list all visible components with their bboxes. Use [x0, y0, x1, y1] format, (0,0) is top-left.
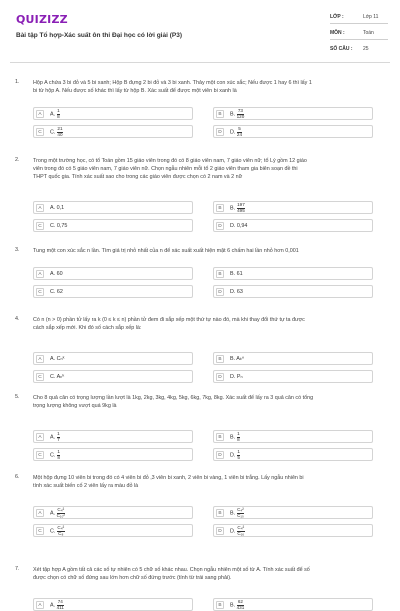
fraction-numerator: 1 [57, 449, 60, 454]
answer-option-b[interactable] [213, 267, 373, 280]
page-title: Bài tập Tổ hợp-Xác suất ôn thi Đại học có lời giải (P3) [16, 32, 182, 39]
option-text [230, 508, 244, 519]
question-number: 5. [15, 394, 20, 400]
option-letter-badge: D [216, 222, 224, 230]
option-text: A. 60 [50, 271, 63, 277]
question-text-line: Một hộp đựng 10 viên bi trong đó có 4 viên bi đỏ ,3 viên bi xanh, 2 viên bi vàng, 1 viên bi trắng. Lấy ngẫu nhiên bi [33, 475, 304, 481]
answer-option-a[interactable] [33, 201, 193, 214]
fraction-denominator: 40 [57, 131, 63, 137]
option-prefix: B. [230, 510, 236, 517]
meta-subject-label: MÔN : [330, 30, 345, 36]
option-text [230, 432, 240, 443]
option-text [50, 600, 64, 611]
option-letter-badge: D [216, 373, 224, 381]
option-letter-badge: D [216, 128, 224, 136]
option-letter-badge: C [36, 288, 44, 296]
answer-option-d[interactable] [213, 524, 373, 537]
fraction-numerator: 5 [238, 126, 241, 131]
option-prefix: A. [50, 111, 56, 118]
option-fraction [57, 109, 61, 120]
fraction-numerator: 62 [237, 599, 243, 604]
question-text-line: tính xác suất biến cố 2 viên lấy ra màu đỏ là [33, 483, 139, 489]
option-letter-badge: C [36, 373, 44, 381]
fraction-numerator: 73 [237, 108, 243, 113]
question-number: 2. [15, 157, 20, 163]
question-text-line: Cho 8 quả cân có trọng lượng lần lượt là 1kg, 2kg, 3kg, 4kg, 5kg, 6kg, 7kg, 8kg. Xác suất để lấy ra 3 quả cân có tổng [33, 395, 314, 401]
answer-option-b[interactable] [213, 430, 373, 443]
answer-option-d[interactable] [213, 448, 373, 461]
fraction-numerator: C₄² [237, 507, 244, 512]
fraction-denominator: 8 [57, 454, 60, 460]
answer-option-d[interactable] [213, 370, 373, 383]
fraction-numerator: 1 [237, 431, 240, 436]
header-divider [10, 62, 390, 63]
option-letter-badge: B [216, 110, 224, 118]
option-letter-badge: B [216, 509, 224, 517]
question-text-line: được chọn có chữ số đứng sau lớn hơn chữ số đứng trước (tính từ trái sang phải). [33, 575, 232, 581]
option-text [50, 109, 60, 120]
option-prefix: D. [230, 452, 236, 459]
answer-option-c[interactable] [33, 370, 193, 383]
option-prefix: A. [50, 602, 56, 609]
option-prefix: D. [230, 528, 236, 535]
question-text [33, 316, 388, 332]
fraction-denominator: 411 [56, 604, 64, 610]
divider [330, 23, 388, 24]
fraction-denominator: 7 [57, 436, 60, 442]
option-fraction [57, 600, 64, 611]
option-text [50, 127, 63, 138]
option-letter-badge: D [216, 527, 224, 535]
fraction-numerator: C₄² [237, 525, 245, 530]
question-text-line: THPT quốc gia. Tính xác suất sao cho trong các giáo viên được chọn có 2 nam và 2 nữ [33, 174, 243, 180]
option-letter-badge: A [36, 110, 44, 118]
option-letter-badge: A [36, 509, 44, 517]
option-prefix: D. [230, 129, 236, 136]
option-text: A. Cₙᵏ [50, 356, 65, 362]
meta-grade-value: Lớp 11 [363, 14, 379, 20]
option-text [50, 432, 60, 443]
fraction-denominator: 8 [237, 436, 240, 442]
option-fraction [237, 526, 245, 537]
question-text [33, 247, 388, 255]
option-prefix: A. [50, 510, 56, 517]
option-prefix: C. [50, 528, 56, 535]
option-prefix: C. [50, 452, 56, 459]
question-text [33, 394, 388, 410]
option-letter-badge: B [216, 433, 224, 441]
option-prefix: C. [50, 129, 56, 136]
answer-option-a[interactable] [33, 352, 193, 365]
answer-option-d[interactable] [213, 125, 373, 138]
question-text [33, 79, 388, 95]
option-text [230, 450, 240, 461]
option-fraction [57, 432, 61, 443]
option-prefix: B. [230, 205, 236, 212]
question-text-line: Hộp A chứa 3 bi đỏ và 5 bi xanh; Hộp B đựng 2 bi đỏ và 3 bi xanh. Thảy một con xúc sắc; Nếu được 1 hay 6 thì lấy 1 [33, 80, 312, 86]
fraction-numerator: C₄² [57, 507, 65, 512]
answer-option-b[interactable] [213, 107, 373, 120]
quizizz-logo: QUIZIZZ [16, 13, 68, 26]
answer-option-d[interactable] [213, 219, 373, 232]
option-letter-badge: A [36, 601, 44, 609]
question-text-line: bi từ hộp A. Nếu được số khác thì lấy từ hộp B. Xác suất để được một viên bi xanh là [33, 88, 237, 94]
question-text-line: Có n (n > 0) phần tử lấy ra k (0 ≤ k ≤ n) phần tử đem đi sắp xếp một thứ tự nào đó, mà khi thay đổi thứ tự ta được [33, 317, 305, 323]
option-letter-badge: B [216, 204, 224, 212]
option-letter-badge: C [36, 451, 44, 459]
option-letter-badge: A [36, 433, 44, 441]
option-text [50, 526, 65, 537]
answer-option-c[interactable] [33, 219, 193, 232]
option-text [230, 109, 244, 120]
option-letter-badge: D [216, 288, 224, 296]
fraction-denominator: C₁₀² [56, 512, 65, 518]
option-text: B. Aₖⁿ [230, 356, 245, 362]
fraction-denominator: 24 [236, 131, 243, 137]
question-text-line: Tung một con xúc sắc n lần. Tìm giá trị nhỏ nhất của n để xác suất xuất hiện mặt 6 chấm hai lần nhỏ hơn 0,001 [33, 248, 299, 254]
option-fraction [57, 508, 65, 519]
fraction-denominator: 431 [236, 604, 245, 610]
answer-option-a[interactable] [33, 430, 193, 443]
option-text [230, 203, 245, 214]
fraction-numerator: 21 [57, 126, 63, 131]
answer-option-a[interactable] [33, 267, 193, 280]
fraction-denominator: C₁₀ [237, 512, 244, 518]
option-text: D. 63 [230, 289, 243, 295]
option-fraction [57, 127, 63, 138]
option-text [230, 526, 245, 537]
answer-option-b[interactable] [213, 506, 373, 519]
fraction-numerator: 1 [57, 431, 60, 436]
question-text-line: cách sắp xếp mới. Khi đó số cách sắp xếp là: [33, 325, 142, 331]
option-text [230, 127, 242, 138]
answer-option-a[interactable] [33, 506, 193, 519]
answer-option-b[interactable] [213, 352, 373, 365]
option-text: C. Aₙᵏ [50, 374, 65, 380]
option-fraction [237, 508, 245, 519]
option-text [50, 508, 65, 519]
fraction-numerator: 1 [237, 449, 240, 454]
question-text [33, 474, 388, 490]
option-letter-badge: A [36, 270, 44, 278]
option-fraction [237, 127, 242, 138]
question-text-line: Trong một trường học, có tổ Toán gồm 15 giáo viên trong đó có 8 giáo viên nam, 7 giáo viên nữ; tổ Lý gồm 12 giáo [33, 158, 307, 164]
question-number: 4. [15, 316, 20, 322]
option-fraction [57, 450, 61, 461]
answer-option-a[interactable] [33, 107, 193, 120]
meta-subject-value: Toán [363, 30, 374, 36]
fraction-numerator: 74 [57, 599, 63, 604]
answer-option-c[interactable] [33, 285, 193, 298]
option-prefix: B. [230, 602, 236, 609]
question-text-line: viên trong đó có 5 giáo viên nam, 7 giáo viên nữ. Chọn ngẫu nhiên mỗi tổ 2 giáo viên tham gia biên soạn đề thi [33, 166, 298, 172]
option-text: C. 62 [50, 289, 63, 295]
option-letter-badge: D [216, 451, 224, 459]
option-prefix: A. [50, 434, 56, 441]
meta-count-label: SỐ CÂU : [330, 46, 353, 52]
fraction-denominator: 495 [237, 207, 245, 213]
header [0, 0, 400, 60]
fraction-denominator: C₈ [58, 530, 64, 536]
option-letter-badge: C [36, 527, 44, 535]
option-text: B. 61 [230, 271, 243, 277]
divider [330, 39, 388, 40]
option-prefix: B. [230, 434, 236, 441]
fraction-denominator: C₁₆ [237, 530, 245, 536]
fraction-numerator: C₄² [57, 525, 65, 530]
question-number: 7. [15, 566, 20, 572]
option-letter-badge: B [216, 601, 224, 609]
fraction-denominator: 120 [236, 113, 245, 119]
question-number: 6. [15, 474, 20, 480]
question-number: 1. [15, 79, 20, 85]
option-letter-badge: C [36, 128, 44, 136]
option-text: D. Pₙ [230, 374, 243, 380]
option-letter-badge: C [36, 222, 44, 230]
question-text-line: Xét tập hợp A gồm tất cả các số tự nhiên có 5 chữ số khác nhau. Chọn ngẫu nhiên một số từ A. Tính xác suất để số [33, 567, 310, 573]
option-letter-badge: A [36, 355, 44, 363]
option-fraction [237, 203, 246, 214]
fraction-denominator: 5 [237, 454, 240, 460]
question-text [33, 157, 388, 181]
option-text [50, 450, 60, 461]
fraction-numerator: 197 [237, 202, 245, 207]
option-fraction [237, 450, 241, 461]
answer-option-d[interactable] [213, 285, 373, 298]
option-letter-badge: B [216, 355, 224, 363]
option-text: D. 0,94 [230, 223, 248, 229]
answer-option-c[interactable] [33, 448, 193, 461]
option-letter-badge: B [216, 270, 224, 278]
option-text: A. 0,1 [50, 205, 65, 211]
option-text [230, 600, 244, 611]
answer-option-c[interactable] [33, 125, 193, 138]
question-number: 3. [15, 247, 20, 253]
meta-count-value: 25 [363, 46, 369, 52]
option-letter-badge: A [36, 204, 44, 212]
option-fraction [237, 600, 245, 611]
option-fraction [237, 109, 245, 120]
answer-option-b[interactable] [213, 201, 373, 214]
fraction-numerator: 1 [57, 108, 60, 113]
meta-grade-label: LỚP : [330, 14, 344, 20]
question-text-line: trọng lượng không vượt quá 9kg là [33, 403, 117, 409]
question-text [33, 566, 388, 582]
fraction-denominator: 8 [57, 113, 60, 119]
option-prefix: B. [230, 111, 236, 118]
option-fraction [237, 432, 241, 443]
answer-option-c[interactable] [33, 524, 193, 537]
option-fraction [57, 526, 65, 537]
option-text: C. 0,75 [50, 223, 68, 229]
